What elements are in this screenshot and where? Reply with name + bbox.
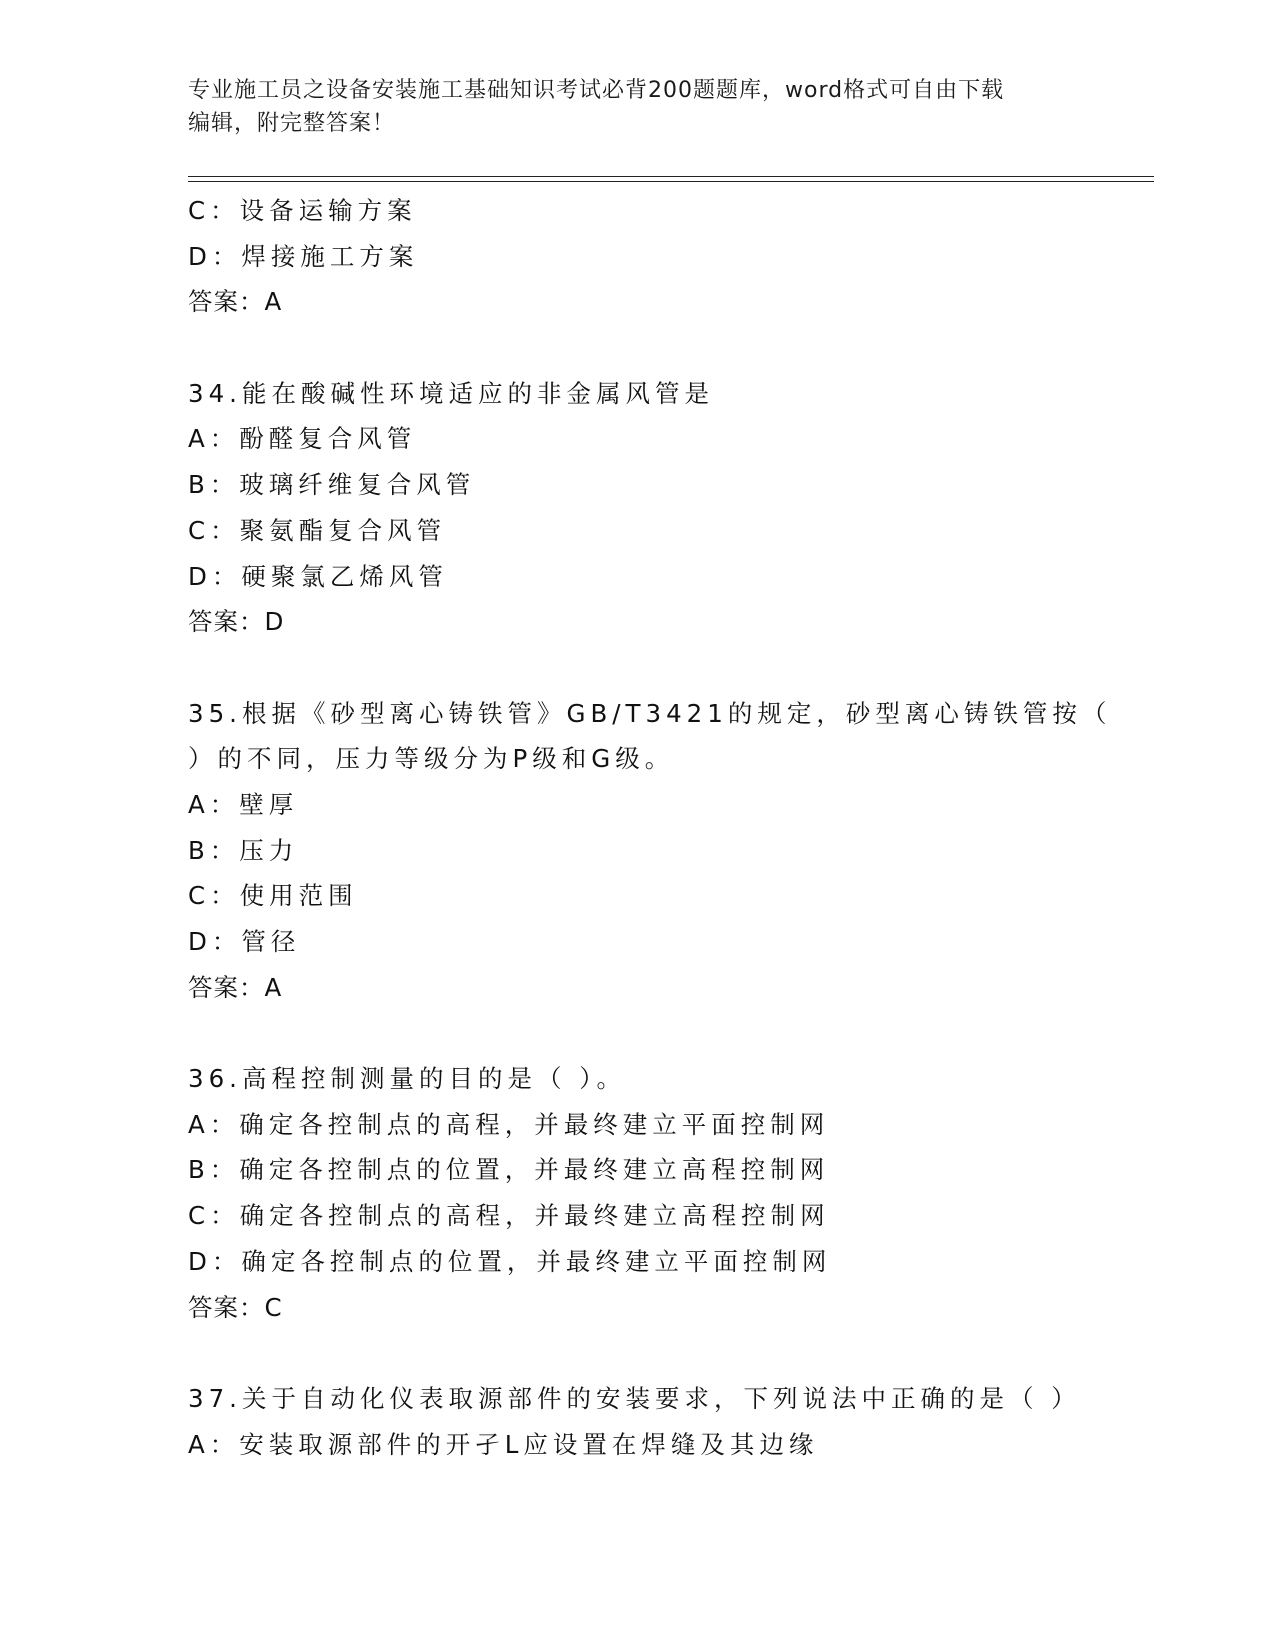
option-a: A：壁厚 <box>188 789 299 819</box>
option-d: D：硬聚氯乙烯风管 <box>188 561 448 591</box>
answer: 答案：C <box>188 1292 283 1322</box>
option-b: B：确定各控制点的位置，并最终建立高程控制网 <box>188 1155 830 1185</box>
question-stem-line-2: ）的不同，压力等级分为P级和G级。 <box>188 744 675 774</box>
answer: 答案：A <box>188 287 283 317</box>
question-37 <box>188 1376 1088 1467</box>
option-c: C：确定各控制点的高程，并最终建立高程控制网 <box>188 1201 830 1231</box>
question-list <box>188 188 1112 1467</box>
option-b: B：压力 <box>188 835 299 865</box>
header-divider-bottom <box>188 181 1154 182</box>
option-a: A：确定各控制点的高程，并最终建立平面控制网 <box>188 1109 830 1139</box>
answer: 答案：D <box>188 607 285 637</box>
question-33-tail <box>188 188 1088 325</box>
question-spacer <box>188 1010 1088 1056</box>
header-divider-top <box>188 176 1154 177</box>
option-d: D：管径 <box>188 927 301 956</box>
question-36 <box>188 1056 1088 1330</box>
answer: 答案：A <box>188 972 283 1002</box>
question-stem-line-1: 35.根据《砂型离心铸铁管》GB/T3421的规定，砂型离心铸铁管按（ <box>188 698 1112 728</box>
option-d: D：焊接施工方案 <box>188 241 419 271</box>
question-34 <box>188 371 1088 645</box>
question-stem: 36.高程控制测量的目的是（ ）。 <box>188 1064 626 1094</box>
option-c: C：设备运输方案 <box>188 196 417 225</box>
document-header <box>188 74 1088 140</box>
header-title-line-2: 编辑，附完整答案！ <box>188 111 396 136</box>
question-stem: 37.关于自动化仪表取源部件的安装要求，下列说法中正确的是（ ） <box>188 1383 1081 1413</box>
question-35 <box>188 691 1112 1011</box>
option-c: C：聚氨酯复合风管 <box>188 515 447 545</box>
question-spacer <box>188 645 1088 691</box>
option-a: A：酚醛复合风管 <box>188 424 417 454</box>
question-stem: 34.能在酸碱性环境适应的非金属风管是 <box>188 378 714 408</box>
header-title-line-1: 专业施工员之设备安装施工基础知识考试必背200题题库，word格式可自由下载 <box>188 78 1005 103</box>
option-a: A：安装取源部件的开孑L应设置在焊缝及其边缘 <box>188 1429 819 1459</box>
question-spacer <box>188 1330 1088 1376</box>
option-b: B：玻璃纤维复合风管 <box>188 470 476 500</box>
question-spacer <box>188 325 1088 371</box>
option-d: D：确定各控制点的位置，并最终建立平面控制网 <box>188 1246 832 1276</box>
option-c: C：使用范围 <box>188 881 358 911</box>
